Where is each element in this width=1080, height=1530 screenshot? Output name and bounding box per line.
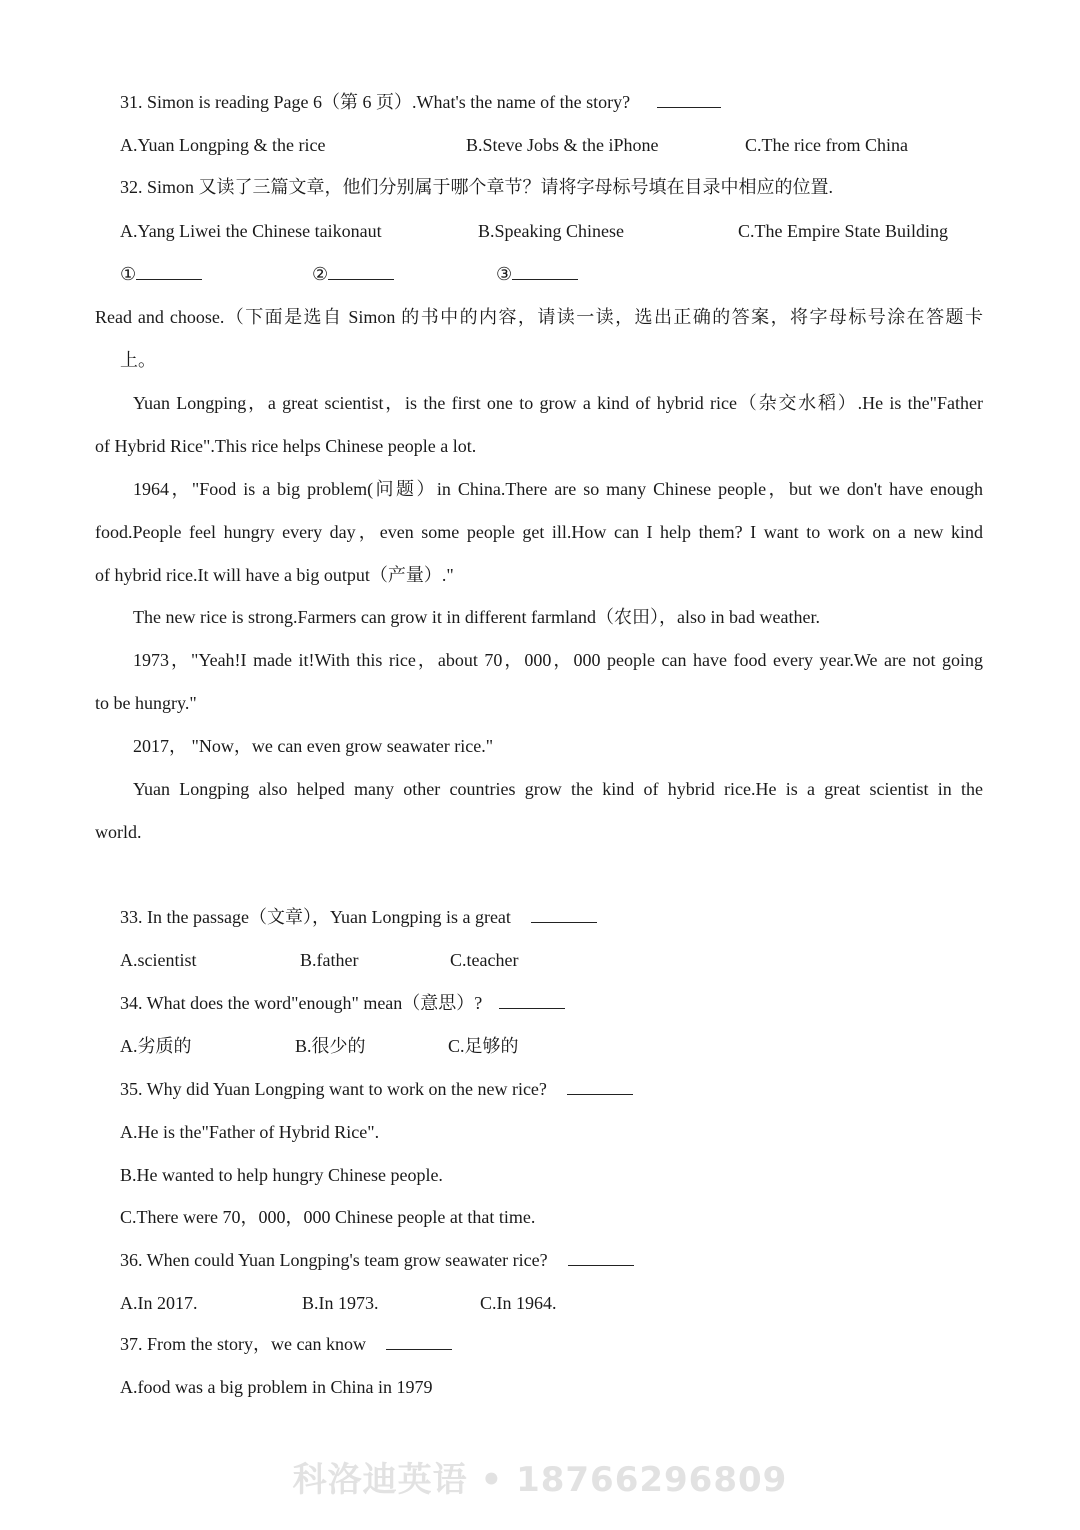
q32-slot-1-blank[interactable] <box>136 261 202 280</box>
q35-option-c: C.There were 70，000，000 Chinese people at that time. <box>120 1207 536 1227</box>
q31-stem-text: 31. Simon is reading Page 6（第 6 页）.What's the name of the story? <box>120 92 631 112</box>
q33-answer-blank[interactable] <box>531 904 597 923</box>
passage-p3: The new rice is strong.Farmers can grow it in different farmland（农田），also in bad weather. <box>133 607 820 627</box>
passage-p2-line-1: 1964，"Food is a big problem(问题）in China.There are so many Chinese people，but we don't have enough <box>133 479 983 499</box>
q35-stem-text: 35. Why did Yuan Longping want to work on the new rice? <box>120 1079 547 1099</box>
q32-slot-3-label: ③ <box>496 264 513 284</box>
q31-stem <box>120 89 721 115</box>
passage-p2-line-2: food.People feel hungry every day，even some people get ill.How can I help them? I want to work on a new kind <box>95 522 983 542</box>
q36-stem-text: 36. When could Yuan Longping's team grow seawater rice? <box>120 1250 548 1270</box>
q33-option-c: C.teacher <box>450 950 519 970</box>
q37-option-a: A.food was a big problem in China in 1979 <box>120 1377 433 1397</box>
q34-stem-text: 34. What does the word"enough" mean（意思）? <box>120 993 483 1013</box>
q32-slot-2-blank[interactable] <box>328 261 394 280</box>
q35-stem <box>120 1076 633 1102</box>
q37-stem <box>120 1331 452 1357</box>
q35-answer-blank[interactable] <box>567 1076 633 1095</box>
q34-option-c: C.足够的 <box>448 1036 519 1056</box>
q36-option-a: A.In 2017. <box>120 1293 198 1313</box>
watermark: 科洛迪英语 • 18766296809 <box>292 1460 788 1500</box>
q33-option-a: A.scientist <box>120 950 197 970</box>
q34-option-b: B.很少的 <box>295 1036 366 1056</box>
q36-option-c: C.In 1964. <box>480 1293 557 1313</box>
q34-answer-blank[interactable] <box>499 990 565 1009</box>
passage-p4-line-2: to be hungry." <box>95 693 197 713</box>
q32-slot-3 <box>496 261 578 287</box>
q37-stem-text: 37. From the story，we can know <box>120 1334 366 1354</box>
passage-p1-line-1: Yuan Longping，a great scientist，is the first one to grow a kind of hybrid rice（杂交水稻）.He is the"Father <box>133 393 983 413</box>
q36-stem <box>120 1247 634 1273</box>
q31-option-c: C.The rice from China <box>745 135 908 155</box>
q36-option-b: B.In 1973. <box>302 1293 379 1313</box>
passage-p2-line-3: of hybrid rice.It will have a big output（产量）." <box>95 565 454 585</box>
passage-p5: 2017， "Now，we can even grow seawater rice." <box>133 736 494 756</box>
q32-option-a: A.Yang Liwei the Chinese taikonaut <box>120 221 382 241</box>
q35-option-b: B.He wanted to help hungry Chinese people. <box>120 1165 443 1185</box>
q33-stem-text: 33. In the passage（文章），Yuan Longping is a great <box>120 907 511 927</box>
q36-answer-blank[interactable] <box>568 1247 634 1266</box>
q31-answer-blank[interactable] <box>657 89 721 108</box>
q32-slot-3-blank[interactable] <box>512 261 578 280</box>
q31-option-a: A.Yuan Longping & the rice <box>120 135 326 155</box>
passage-p6-line-2: world. <box>95 822 142 842</box>
q32-option-c: C.The Empire State Building <box>738 221 948 241</box>
q33-option-b: B.father <box>300 950 359 970</box>
q37-answer-blank[interactable] <box>386 1331 452 1350</box>
q32-stem: 32. Simon 又读了三篇文章，他们分别属于哪个章节？请将字母标号填在目录中相应的位置. <box>120 177 834 197</box>
q33-stem <box>120 904 597 930</box>
q32-slot-2-label: ② <box>312 264 329 284</box>
q32-slot-1-label: ① <box>120 264 137 284</box>
q34-stem <box>120 990 565 1016</box>
passage-p6-line-1: Yuan Longping also helped many other countries grow the kind of hybrid rice.He is a great scientist in the <box>133 779 983 799</box>
passage-p4-line-1: 1973，"Yeah!I made it!With this rice，about 70，000，000 people can have food every year.We are not going <box>133 650 983 670</box>
q32-slot-1 <box>120 261 202 287</box>
q31-option-b: B.Steve Jobs & the iPhone <box>466 135 659 155</box>
instruction-line-1: Read and choose.（下面是选自 Simon 的书中的内容，请读一读，选出正确的答案，将字母标号涂在答题卡 <box>95 307 983 327</box>
q35-option-a: A.He is the"Father of Hybrid Rice". <box>120 1122 380 1142</box>
passage-p1-line-2: of Hybrid Rice".This rice helps Chinese people a lot. <box>95 436 477 456</box>
instruction-line-2: 上。 <box>120 350 156 370</box>
q32-option-b: B.Speaking Chinese <box>478 221 624 241</box>
q32-slot-2 <box>312 261 394 287</box>
q34-option-a: A.劣质的 <box>120 1036 192 1056</box>
